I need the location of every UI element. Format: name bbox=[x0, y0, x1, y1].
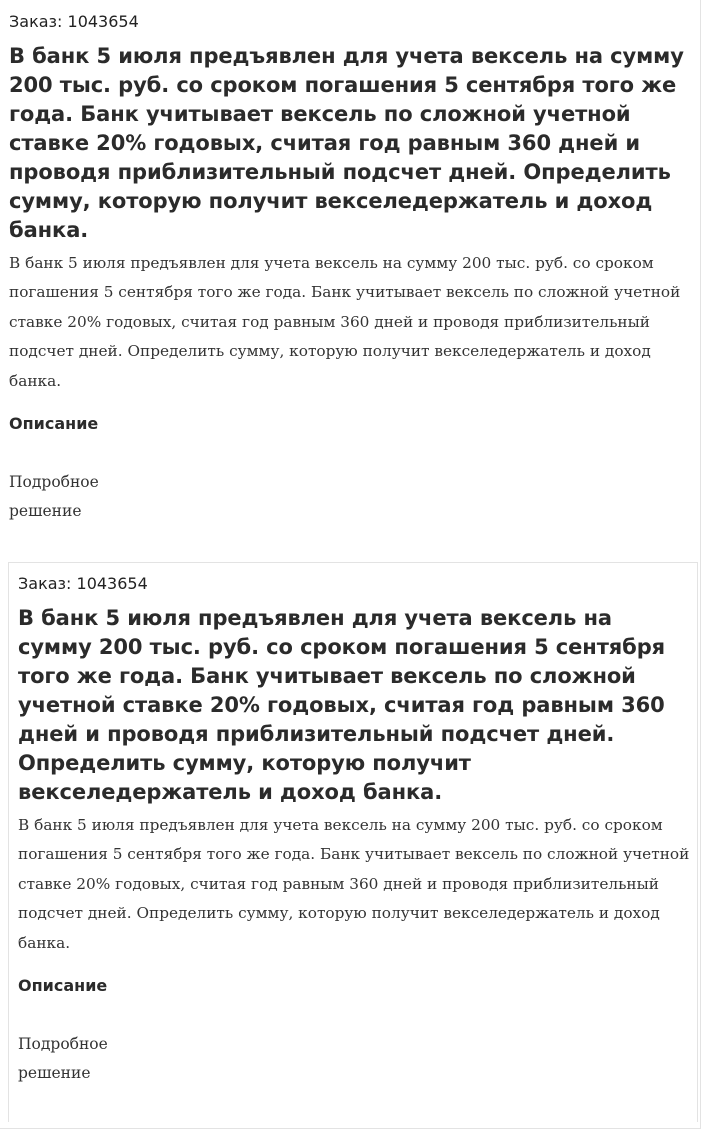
detailed-solution-link[interactable]: Подробное решение bbox=[18, 1035, 108, 1083]
task-heading: В банк 5 июля предъявлен для учета вексель на сумму 200 тыс. руб. со сроком погашения 5 сентября того же года. Банк учитывает вексель по сложной учетной ставке 20% годовых, считая год равным 360 дней и проводя приблизительный подсчет дней. Определить сумму, которую получит векселедержатель и доход банка. bbox=[9, 44, 684, 242]
order-number: Заказ: 1043654 bbox=[18, 574, 148, 593]
order-card bbox=[9, 8, 693, 526]
order-card bbox=[18, 570, 690, 1088]
order-number: Заказ: 1043654 bbox=[9, 12, 139, 31]
task-heading: В банк 5 июля предъявлен для учета вексель на сумму 200 тыс. руб. со сроком погашения 5 сентября того же года. Банк учитывает вексель по сложной учетной ставке 20% годовых, считая год равным 360 дней и проводя приблизительный подсчет дней. Определить сумму, которую получит векселедержатель и доход банка. bbox=[18, 606, 666, 804]
detailed-solution-link[interactable]: Подробное решение bbox=[9, 473, 99, 521]
description-label: Описание bbox=[18, 976, 108, 996]
task-text: В банк 5 июля предъявлен для учета вексель на сумму 200 тыс. руб. со сроком погашения 5 сентября того же года. Банк учитывает вексель по сложной учетной ставке 20% годовых, считая год равным 360 дней и проводя приблизительный подсчет дней. Определить сумму, которую получит векселедержатель и доход банка. bbox=[18, 816, 690, 952]
description-label: Описание bbox=[9, 414, 99, 434]
task-text: В банк 5 июля предъявлен для учета вексель на сумму 200 тыс. руб. со сроком погашения 5 сентября того же года. Банк учитывает вексель по сложной учетной ставке 20% годовых, считая год равным 360 дней и проводя приблизительный подсчет дней. Определить сумму, которую получит векселедержатель и доход банка. bbox=[9, 254, 681, 390]
